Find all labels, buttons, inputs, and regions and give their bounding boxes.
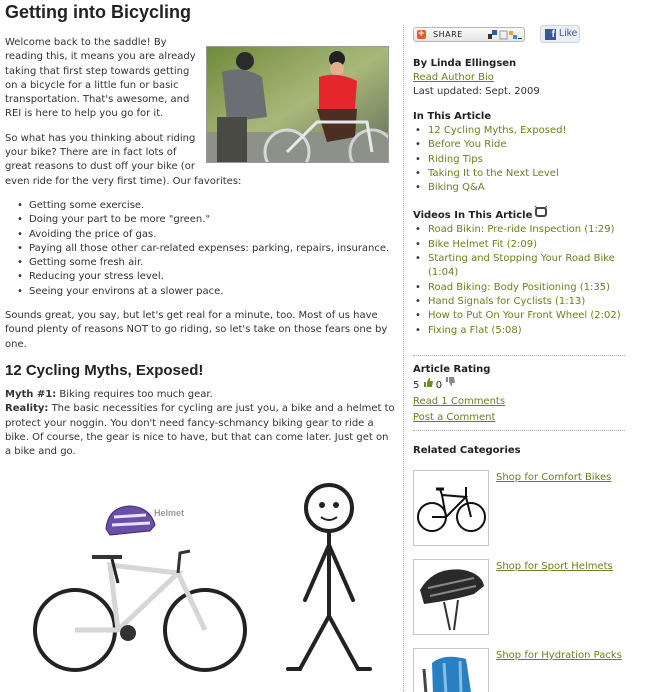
videos-heading: Videos In This Article bbox=[413, 210, 533, 222]
reality-text: The basic necessities for cycling are just you, a bike and a helmet to protect your noggin. You don't need fancy-schmancy biking gear to ride a bike. Of course, the gear is nice to have, but that can come later. Just get on a bike and go. bbox=[5, 403, 395, 458]
myth-paragraph bbox=[5, 388, 397, 459]
post-comment-link[interactable]: Post a Comment bbox=[413, 411, 496, 423]
video-link[interactable]: • Starting and Stopping Your Road Bike (1:04) bbox=[415, 252, 628, 281]
hero-photo-cyclists bbox=[206, 46, 389, 163]
fears-paragraph: Sounds great, you say, but let's get real for a minute, too. Most of us have found plenty of reasons NOT to go riding, so let's take on those fears one by one. bbox=[5, 310, 388, 350]
in-this-article-list bbox=[415, 124, 628, 195]
sidebar bbox=[413, 25, 628, 692]
videos-heading-row bbox=[413, 209, 628, 223]
myth-text: Biking requires too much gear. bbox=[56, 388, 213, 400]
read-author-bio-link[interactable]: Read Author Bio bbox=[413, 72, 494, 83]
related-category-item bbox=[413, 470, 628, 559]
reality-label: Reality: bbox=[5, 403, 49, 415]
thumbs-up-icon[interactable] bbox=[423, 377, 433, 393]
videos-list bbox=[415, 223, 628, 337]
divider bbox=[413, 355, 625, 356]
video-link[interactable]: • Bike Helmet Fit (2:09) bbox=[415, 238, 628, 252]
toc-link[interactable]: • Riding Tips bbox=[415, 153, 628, 167]
social-bookmark-icons bbox=[488, 30, 522, 40]
gear-illustration bbox=[5, 473, 397, 683]
thumbs-down-count: 0 bbox=[435, 379, 443, 391]
sport-helmet-thumbnail[interactable] bbox=[413, 559, 489, 635]
question-paragraph: So what has you thinking about riding your bike? There are in fact lots of great reasons to dust off your bike (or even ride for the very first time). Our favorites: bbox=[5, 132, 242, 187]
video-link[interactable]: • Road Biking: Body Positioning (1:35) bbox=[415, 281, 628, 295]
video-link[interactable]: • Hand Signals for Cyclists (1:13) bbox=[415, 295, 628, 309]
related-categories-heading: Related Categories bbox=[413, 444, 521, 456]
rating-row bbox=[413, 377, 628, 394]
like-label: Like bbox=[559, 28, 578, 39]
list-item: • Getting some fresh air. bbox=[23, 256, 397, 270]
author-block bbox=[413, 57, 628, 99]
helmet-label: Helmet bbox=[154, 508, 185, 519]
toc-link[interactable]: • Taking It to the Next Level bbox=[415, 167, 628, 181]
page-title: Getting into Bicycling bbox=[5, 2, 192, 22]
toc-link[interactable]: • 12 Cycling Myths, Exposed! bbox=[415, 124, 628, 138]
toc-link[interactable]: • Biking Q&A bbox=[415, 181, 628, 195]
reasons-list bbox=[23, 199, 397, 299]
list-item: • Avoiding the price of gas. bbox=[23, 228, 397, 242]
facebook-icon: f bbox=[545, 29, 556, 40]
divider bbox=[413, 430, 625, 431]
article-main bbox=[5, 0, 397, 683]
hydration-pack-thumbnail[interactable] bbox=[413, 648, 489, 692]
shop-hydration-packs-link[interactable]: Shop for Hydration Packs bbox=[496, 649, 622, 661]
article-rating-heading: Article Rating bbox=[413, 363, 491, 375]
list-item: • Getting some exercise. bbox=[23, 199, 397, 213]
facebook-like-button[interactable] bbox=[540, 25, 580, 43]
video-link[interactable]: • How to Put On Your Front Wheel (2:02) bbox=[415, 309, 628, 323]
list-item: • Paying all those other car-related expenses: parking, repairs, insurance. bbox=[23, 242, 397, 256]
comfort-bike-thumbnail[interactable] bbox=[413, 470, 489, 546]
video-link[interactable]: • Fixing a Flat (5:08) bbox=[415, 324, 628, 338]
shop-sport-helmets-link[interactable]: Shop for Sport Helmets bbox=[496, 560, 613, 572]
plus-icon: + bbox=[417, 29, 426, 39]
video-link[interactable]: • Road Bikin: Pre-ride Inspection (1:29) bbox=[415, 223, 628, 237]
list-item: • Seeing your environs at a slower pace. bbox=[23, 285, 397, 299]
share-label: SHARE bbox=[433, 30, 463, 39]
in-this-article-heading: In This Article bbox=[413, 111, 492, 122]
related-category-item bbox=[413, 648, 628, 692]
read-comments-link[interactable]: Read 1 Comments bbox=[413, 395, 506, 407]
column-divider bbox=[403, 25, 404, 692]
share-button[interactable] bbox=[413, 27, 525, 42]
toc-link[interactable]: • Before You Ride bbox=[415, 138, 628, 152]
intro-paragraph: Welcome back to the saddle! By reading this, it means you are already taking that first step towards getting on a bicycle for a little fun or basic transportation. That's awesome, and REI is here to help you go for it. bbox=[5, 37, 196, 120]
thumbs-down-icon[interactable] bbox=[445, 377, 455, 393]
last-updated: Last updated: Sept. 2009 bbox=[413, 86, 540, 97]
myth-label: Myth #1: bbox=[5, 388, 57, 400]
section-heading-myths: 12 Cycling Myths, Exposed! bbox=[5, 361, 204, 379]
list-item: • Doing your part to be more "green." bbox=[23, 213, 397, 227]
author-name: By Linda Ellingsen bbox=[413, 58, 517, 69]
video-camera-icon bbox=[534, 205, 550, 222]
related-category-item bbox=[413, 559, 628, 648]
list-item: • Reducing your stress level. bbox=[23, 270, 397, 284]
shop-comfort-bikes-link[interactable]: Shop for Comfort Bikes bbox=[496, 471, 612, 483]
thumbs-up-count: 5 bbox=[413, 379, 420, 391]
